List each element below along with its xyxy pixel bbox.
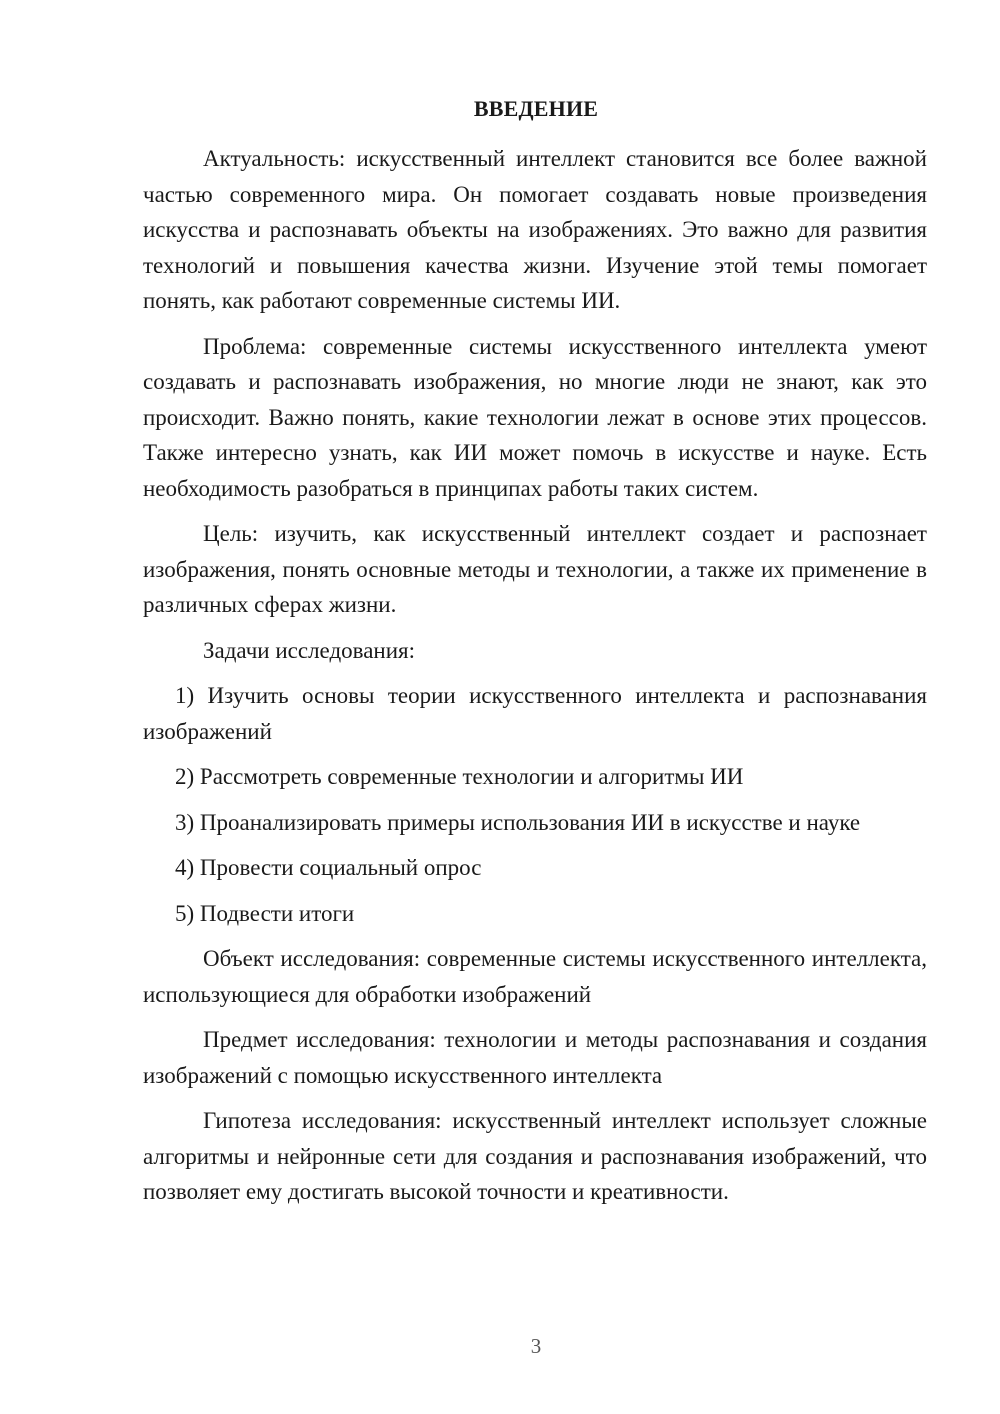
paragraph-object: Объект исследования: современные системы искусственного интеллекта, использующиеся для обработки изображений	[143, 946, 927, 1007]
page-number: 3	[530, 1334, 542, 1358]
paragraph-problem: Проблема: современные системы искусственного интеллекта умеют создавать и распознавать изображения, но многие люди не знают, как это происходит. Важно понять, какие технологии лежат в основе этих процессов. Также интересно узнать, как ИИ может помочь в искусстве и науке. Есть необходимость разобраться в принципах работы таких систем.	[143, 333, 927, 501]
task-item: 2) Рассмотреть современные технологии и алгоритмы ИИ	[175, 764, 744, 789]
task-item: 4) Провести социальный опрос	[175, 855, 482, 880]
paragraph-relevance: Актуальность: искусственный интеллект становится все более важной частью современного мира. Он помогает создавать новые произведения искусства и распознавать объекты на изображениях. Это важно для развития технологий и повышения качества жизни. Изучение этой темы помогает понять, как работают современные системы ИИ.	[143, 146, 927, 313]
document-body	[143, 141, 927, 1220]
task-item: 1) Изучить основы теории искусственного интеллекта и распознавания изображений	[143, 683, 927, 744]
paragraph-goal: Цель: изучить, как искусственный интеллект создает и распознает изображения, понять основные методы и технологии, а также их применение в различных сферах жизни.	[143, 521, 927, 617]
task-item: 5) Подвести итоги	[175, 900, 355, 926]
paragraph-hypothesis: Гипотеза исследования: искусственный интеллект использует сложные алгоритмы и нейронные сети для создания и распознавания изображений, что позволяет ему достигать высокой точности и креативности.	[143, 1108, 927, 1204]
paragraph-subject: Предмет исследования: технологии и методы распознавания и создания изображений с помощью искусственного интеллекта	[143, 1027, 927, 1088]
tasks-heading: Задачи исследования:	[203, 637, 416, 663]
task-item: 3) Проанализировать примеры использования ИИ в искусстве и науке	[175, 809, 861, 835]
section-heading: ВВЕДЕНИЕ	[473, 96, 599, 121]
